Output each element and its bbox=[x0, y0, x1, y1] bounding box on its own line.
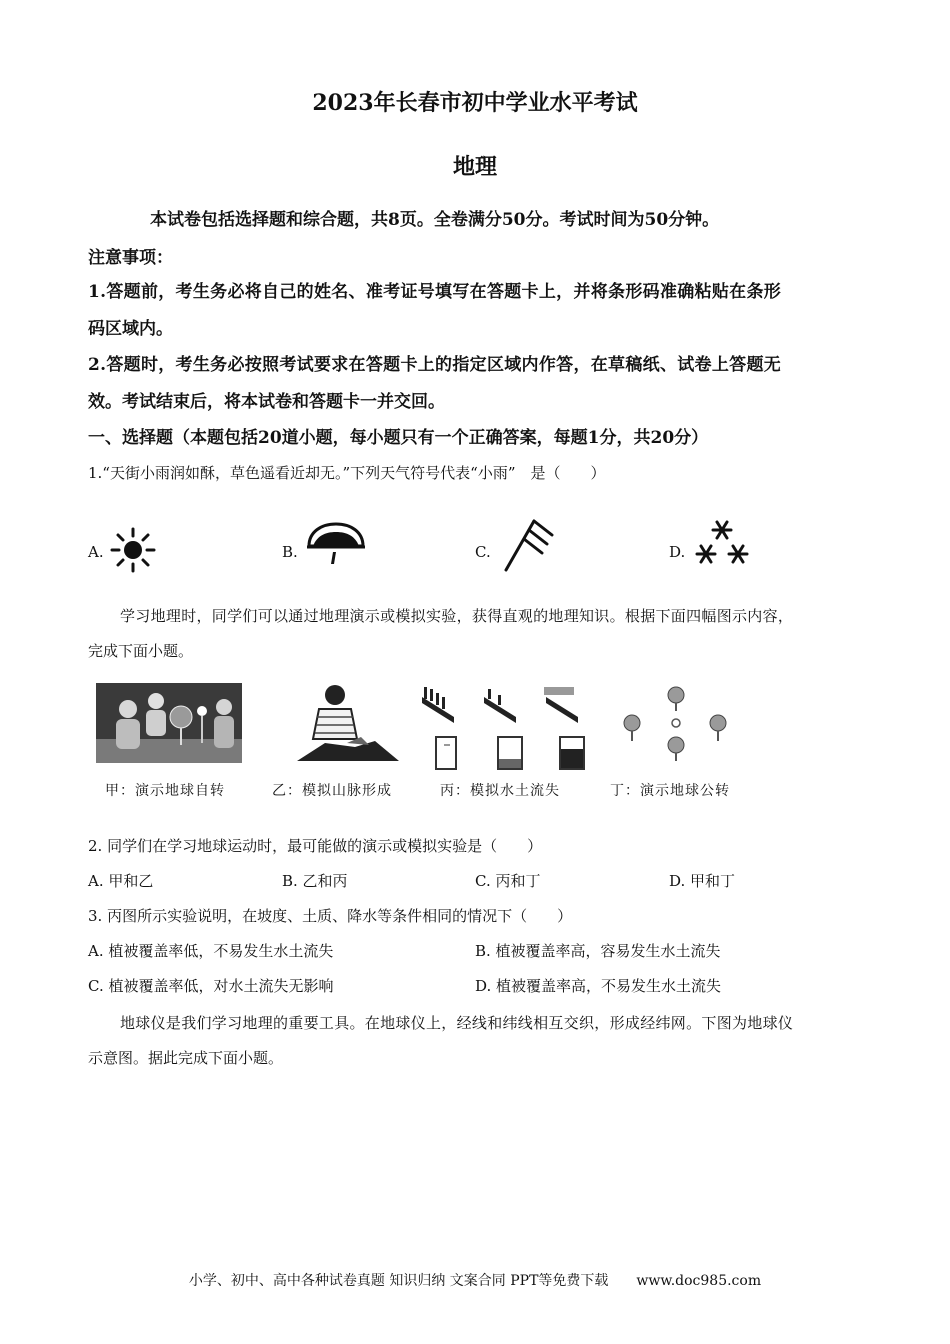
note-2-line-1: 2.答题时，考生务必按照考试要求在答题卡上的指定区域内作答，在草稿纸、试卷上答题无 bbox=[88, 355, 782, 375]
note-1-line-2: 码区域内。 bbox=[88, 319, 173, 339]
q1-option-a-label: A. bbox=[88, 543, 104, 561]
notes-heading: 注意事项： bbox=[88, 248, 173, 268]
exam-title: 2023年长春市初中学业水平考试 bbox=[312, 90, 638, 116]
q2-option-c: C. 丙和丁 bbox=[475, 872, 541, 890]
page-footer: 小学、初中、高中各种试卷真题 知识归纳 文案合同 PPT等免费下载 www.doc985.com bbox=[188, 1273, 762, 1289]
earth-rotation-demo-illustration bbox=[96, 683, 242, 763]
exam-intro: 本试卷包括选择题和综合题，共8页。全卷满分50分。考试时间为50分钟。 bbox=[150, 210, 720, 230]
context-2-line-2: 示意图。据此完成下面小题。 bbox=[88, 1049, 284, 1067]
mountain-formation-demo-illustration bbox=[295, 683, 405, 765]
note-2-line-2: 效。考试结束后，将本试卷和答题卡一并交回。 bbox=[88, 392, 445, 412]
note-1-line-1: 1.答题前，考生务必将自己的姓名、准考证号填写在答题卡上，并将条形码准确粘贴在条形 bbox=[88, 282, 782, 302]
q1-stem: 1.“天街小雨润如酥，草色遥看近却无。”下列天气符号代表“小雨” 是（ ） bbox=[88, 464, 606, 482]
q2-stem: 2. 同学们在学习地球运动时，最可能做的演示或模拟实验是（ ） bbox=[88, 837, 543, 855]
q3-option-c: C. 植被覆盖率低，对水土流失无影响 bbox=[88, 977, 334, 995]
q3-option-a: A. 植被覆盖率低，不易发生水土流失 bbox=[88, 942, 334, 960]
caption-bing: 丙：模拟水土流失 bbox=[440, 783, 560, 799]
section-1-heading: 一、选择题（本题包括20道小题，每小题只有一个正确答案，每题1分，共20分） bbox=[88, 428, 709, 448]
q3-option-b: B. 植被覆盖率高，容易发生水土流失 bbox=[475, 942, 721, 960]
soil-erosion-demo-illustration bbox=[418, 683, 583, 773]
context-1-line-2: 完成下面小题。 bbox=[88, 642, 194, 660]
snow-icon bbox=[692, 518, 752, 570]
q1-option-b-label: B. bbox=[282, 543, 298, 561]
light-rain-icon bbox=[303, 518, 369, 568]
sun-icon bbox=[108, 525, 158, 575]
q1-option-c-label: C. bbox=[475, 543, 491, 561]
q3-option-d: D. 植被覆盖率高，不易发生水土流失 bbox=[475, 977, 722, 995]
q1-option-d-label: D. bbox=[669, 543, 686, 561]
q2-option-b: B. 乙和丙 bbox=[282, 872, 348, 890]
caption-ding: 丁：演示地球公转 bbox=[610, 783, 730, 799]
q2-option-d: D. 甲和丁 bbox=[669, 872, 736, 890]
caption-jia: 甲：演示地球自转 bbox=[105, 783, 225, 799]
wind-icon bbox=[500, 515, 560, 575]
context-2-line-1: 地球仪是我们学习地理的重要工具。在地球仪上，经线和纬线相互交织，形成经纬网。下图为地球仪 bbox=[120, 1014, 794, 1032]
earth-revolution-demo-illustration bbox=[618, 683, 738, 763]
q3-stem: 3. 丙图所示实验说明，在坡度、土质、降水等条件相同的情况下（ ） bbox=[88, 907, 573, 925]
subject-title: 地理 bbox=[452, 154, 497, 180]
context-1-line-1: 学习地理时，同学们可以通过地理演示或模拟实验，获得直观的地理知识。根据下面四幅图示内容， bbox=[120, 607, 794, 625]
caption-yi: 乙：模拟山脉形成 bbox=[272, 783, 392, 799]
q2-option-a: A. 甲和乙 bbox=[88, 872, 154, 890]
